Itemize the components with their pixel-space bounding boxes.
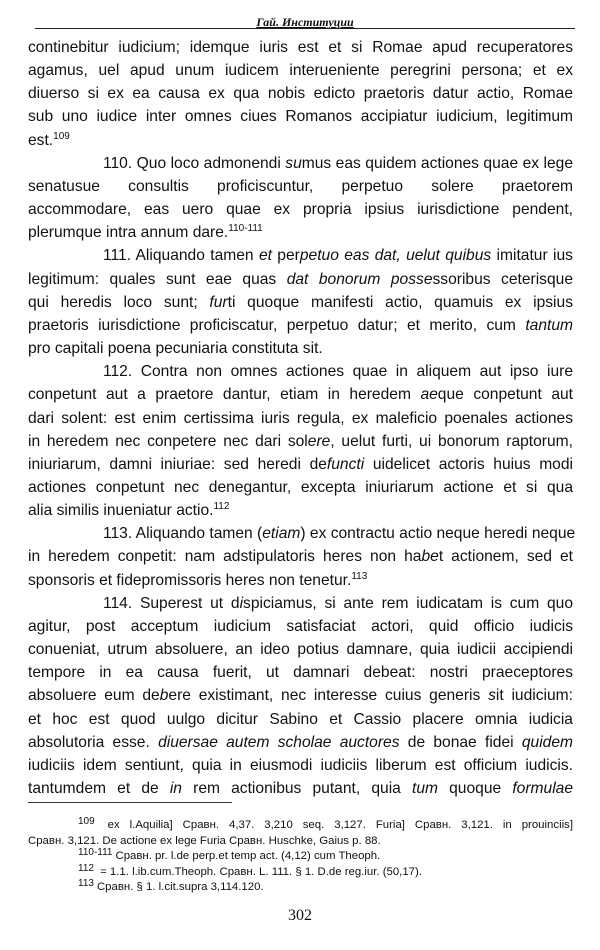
text-line: [28, 82, 573, 105]
text-segment: tantumdem et de: [28, 780, 170, 797]
text-segment: conueniat, utrum absoluere, an ideo potius damnare, quia iudicii accipiendi: [28, 641, 573, 659]
footnote-line: [28, 862, 573, 881]
text-segment: qui heredis loco sunt;: [28, 293, 210, 311]
text-segment: ere existimant, nec interesse cuius generis: [168, 687, 489, 705]
text-segment: et hoc est quod uulgo dicitur Sabino et Cassio placere omnia iudicia: [28, 710, 573, 728]
text-line: [28, 152, 573, 175]
italic-text: tantum: [525, 316, 573, 334]
text-line: [28, 592, 573, 615]
text-line: [28, 360, 573, 383]
text-segment: ssoribus ceterisque: [432, 270, 573, 288]
text-segment: 113. Aliquando tamen (: [103, 525, 263, 543]
footnote-separator: [28, 802, 232, 803]
text-line: [28, 545, 573, 568]
text-segment: senatusue consultis proficiscuntur, perpetuo solere praetorem: [28, 177, 573, 195]
text-line: [28, 244, 573, 267]
main-text: [28, 36, 576, 800]
italic-text: tum: [411, 780, 438, 797]
text-segment: quoque: [437, 780, 513, 797]
text-segment: dari solent: est enim certissima iuris regula, ex maleficio poenales actiones: [28, 409, 573, 427]
text-line: [28, 522, 576, 545]
italic-text: et: [258, 247, 272, 265]
text-segment: de bonae fidei: [399, 733, 522, 751]
italic-text: petuo eas dat, uelut quibus: [299, 247, 492, 265]
italic-text: fur: [209, 293, 228, 311]
text-line: [28, 221, 573, 244]
italic-text: in: [169, 780, 182, 797]
italic-text: formulae: [512, 780, 573, 797]
footnote-line: [28, 880, 573, 896]
italic-text: quidem: [521, 733, 573, 751]
text-segment: Сравн. 3,121. De actione ex lege Furia Сравн. Huschke, Gaius p. 88.: [28, 834, 381, 847]
italic-text: dat bonorum posse: [286, 270, 433, 288]
text-segment: agitur, post acceptum iudicium satisfaciat actori, quid officio iudicis: [28, 617, 573, 635]
text-segment: in heredem nec conpetere nec dari sol: [28, 432, 308, 450]
text-segment: continebitur iudicium; idemque iuris est et si Romae apud recuperatores: [28, 39, 573, 56]
text-segment: conpetunt aut a praetore dantur, etiam in heredem: [28, 386, 421, 404]
text-line: [28, 59, 573, 82]
footnote-marker: 109: [78, 816, 95, 827]
text-segment: per: [271, 247, 300, 265]
text-segment: 114. Superest ut d: [103, 594, 240, 612]
text-segment: Сравн. pr. l.de perp.et temp act. (4,12) cum Theoph.: [115, 850, 381, 863]
text-line: [28, 777, 573, 800]
text-line: [28, 36, 573, 59]
italic-text: s: [488, 687, 496, 705]
text-line: [28, 453, 573, 476]
italic-text: etiam: [262, 525, 301, 543]
italic-text: functi: [326, 455, 365, 473]
text-line: [28, 708, 573, 731]
text-line: [28, 268, 573, 291]
italic-text: b: [159, 687, 169, 705]
text-segment: legitimum: quales sunt eae quas: [28, 270, 287, 288]
footnote-marker: 113: [351, 570, 368, 582]
italic-text: su: [285, 154, 302, 172]
italic-text: be: [421, 548, 439, 566]
text-line: [28, 476, 573, 499]
text-line: [28, 129, 573, 152]
text-segment: tempore in ea causa fuerit, ut damnari debeat: nostri praeceptores: [28, 664, 573, 682]
text-segment: ) ex contractu actio neque heredi neque: [300, 525, 576, 543]
text-line: [28, 638, 573, 661]
text-segment: que conpetunt aut: [437, 386, 573, 404]
text-segment: , uelut furti, ui bonorum raptorum,: [330, 432, 573, 450]
text-segment: 111. Aliquando tamen: [103, 247, 259, 265]
text-segment: est.: [28, 131, 54, 149]
text-segment: 112. Contra non omnes actiones quae in aliquem aut ipso iure: [103, 363, 573, 381]
text-segment: pro capitali poena pecuniaria constituta sit.: [28, 340, 323, 358]
running-header: [35, 12, 575, 29]
text-line: [28, 337, 573, 360]
text-segment: agamus, uel apud unum iudicem interueniente peregrini persona; et ex: [28, 62, 573, 80]
text-segment: in heredem conpetit: nam adstipulatoris heres non ha: [28, 548, 422, 566]
footnote-marker: 113: [78, 878, 94, 890]
text-line: [28, 499, 573, 522]
text-segment: mus eas quidem actiones quae ex lege: [301, 154, 573, 172]
text-segment: alia similis inueniatur actio.: [28, 502, 214, 520]
text-segment: diuerso si ex ea causa ex qua nobis edicto praetoris datur actio, Romae: [28, 85, 573, 103]
text-line: [28, 407, 573, 430]
text-segment: sponsoris et fidepromissoris heres non tenetur.: [28, 571, 352, 589]
text-line: [28, 754, 573, 777]
text-segment: accommodare, eas uero quae ex propria ipsius iurisdictione pendent,: [28, 201, 573, 219]
text-line: [28, 314, 573, 337]
text-segment: iniuriarum, damni iniuriae: sed heredi de: [28, 455, 327, 473]
text-line: [28, 684, 573, 707]
text-line: [28, 105, 573, 128]
text-segment: rem actionibus putant, quia: [181, 780, 412, 797]
text-line: [28, 661, 573, 684]
text-segment: t actionem, sed et: [438, 548, 573, 566]
footnote-marker: 110-111: [228, 223, 263, 235]
text-segment: absolutoria esse.: [28, 733, 159, 751]
text-line: [28, 569, 573, 592]
text-line: [28, 731, 573, 754]
text-segment: = 1.1. l.ib.cum.Theoph. Сравн. L. 111. § 1. D.de reg.iur. (50,17).: [96, 865, 422, 878]
running-header-title: Гай. Институции: [256, 15, 354, 29]
text-line: [28, 430, 573, 453]
footnote-line: [28, 818, 573, 834]
footnote-marker: 112: [213, 501, 230, 513]
footnote-marker: 112: [78, 862, 94, 874]
text-segment: ti quoque manifesti actio, quamuis ex ipsius: [227, 293, 573, 311]
footnote-marker: 109: [53, 130, 70, 142]
text-segment: iudiciis idem sentiunt, quia in eiusmodi iudiciis liberum est officium iudicis.: [28, 756, 573, 774]
text-line: [28, 198, 573, 221]
text-segment: spiciamus, si ante rem iudicatam is cum quo: [243, 594, 573, 612]
text-segment: imitatur ius: [491, 247, 573, 265]
text-line: [28, 175, 573, 198]
footnote-marker: 110-111: [78, 847, 113, 859]
text-segment: sub uno iudice inter omnes ciues Romanos accipiatur iudicium, legitimum: [28, 108, 573, 126]
page-number: 302: [288, 907, 312, 924]
italic-text: ae: [420, 386, 438, 404]
text-segment: 110. Quo loco admonendi: [103, 154, 286, 172]
text-line: [28, 615, 573, 638]
italic-text: i: [239, 594, 244, 612]
text-segment: praetoris iurisdictione proficiscatur, perpetuo datur; et merito, cum: [28, 316, 526, 334]
text-segment: ex l.Aquilia] Сравн. 4,37. 3,210 seq. 3,127. Furia] Сравн. 3,121. in prouinciis]: [97, 819, 573, 831]
text-segment: uidelicet actoris huius modi: [364, 455, 573, 473]
text-line: [28, 383, 573, 406]
text-segment: it iudicium:: [495, 687, 573, 705]
text-segment: absoluere eum de: [28, 687, 160, 705]
text-line: [28, 291, 573, 314]
text-segment: plerumque intra annum dare.: [28, 224, 229, 242]
footnotes: [28, 818, 573, 896]
text-segment: Сравн. § 1. l.cit.supra 3,114.120.: [96, 881, 264, 894]
italic-text: diuersae autem scholae auctores: [158, 733, 400, 751]
text-segment: actiones conpetunt nec denegantur, excepta iniuriarum actione et si qua: [28, 478, 573, 496]
italic-text: ere: [307, 432, 331, 450]
footnote-line: [28, 849, 573, 865]
